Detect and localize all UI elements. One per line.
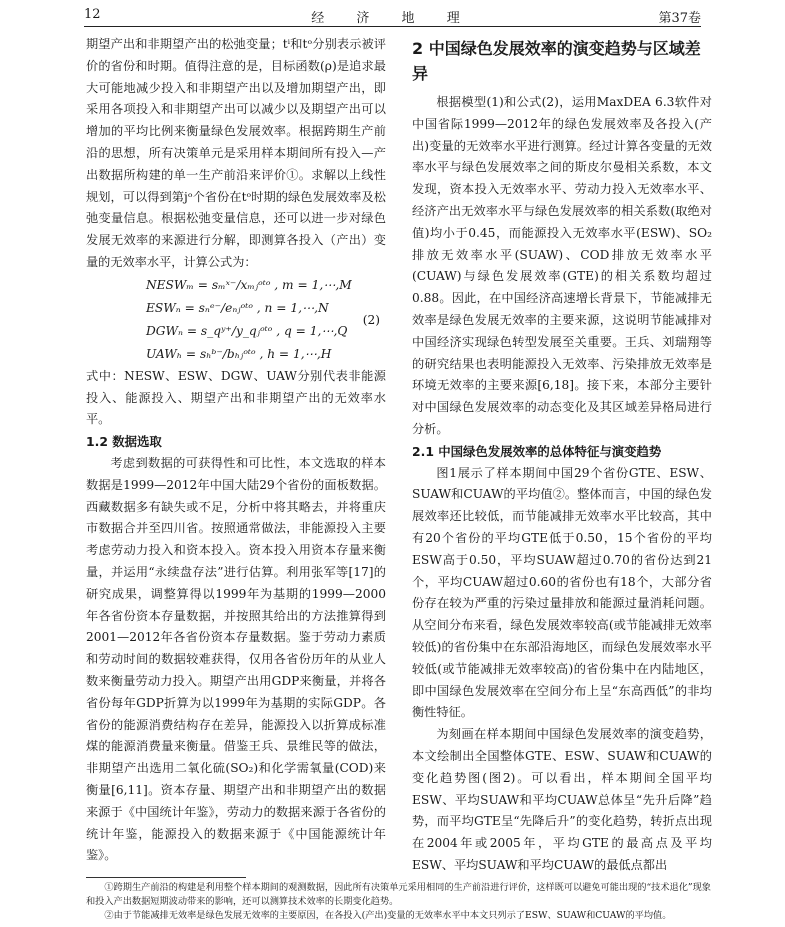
footnotes bbox=[86, 881, 712, 923]
paragraph-figure2: 为刻画在样本期间中国绿色发展效率的演变趋势，本文绘制出全国整体GTE、ESW、SUAW和CUAW的变化趋势图(图2)。可以看出，样本期间全国平均ESW、平均SUAW和平均CUAW总体呈“先升后降”趋势，而平均GTE呈“先降后升”的变化趋势，转折点出现在2004年或2005年，平均GTE的最高点及平均ESW、平均SUAW和平均CUAW的最低点都出 bbox=[412, 727, 712, 872]
paragraph-figure1: 图1展示了样本期间中国29个省份GTE、ESW、SUAW和CUAW的平均值②。整体而言，中国的绿色发展效率还比较低，而节能减排无效率水平比较高，其中有20个省份的平均GTE低于0.50，15个省份的平均ESW高于0.50，平均SUAW超过0.70的省份达到21个，平均CUAW超过0.60的省份也有18个，大部分省份存在较为严重的污染过量排放和能源过量消耗问题。从空间分布来看，绿色发展效率较高(或节能减排无效率较低)的省份集中在东部沿海地区，而绿色发展效率水平较低(或节能减排无效率较高)的省份集中在内陆地区，即中国绿色发展效率在空间分布上呈“东高西低”的非均衡性特征。 bbox=[412, 465, 712, 720]
paragraph-data-selection: 考虑到数据的可获得性和可比性，本文选取的样本数据是1999—2012年中国大陆29个省份的面板数据。西藏数据多有缺失或不足，分析中将其略去，并将重庆市数据合并至四川省。按照通常做法，非能源投入主要考虑劳动力投入和资本投入。资本投入用资本存量来衡量，并运用“永续盘存法”进行估算。利用张军等[17]的研究成果，调整算得以1999年为基期的1999—2000年各省份资本存量数据，并按照其给出的方法推算得到2001—2012年各省份资本存量数据。鉴于劳动力素质和劳动时间的数据较难获得，仅用各省份历年的从业人数来衡量劳动力投入。期望产出用GDP来衡量，并将各省份每年GDP折算为以1999年为基期的实际GDP。各省份的能源消费结构存在差异，能源投入以折算成标准煤的能源消费量来衡量。借鉴王兵、景维民等的做法，非期望产出选用二氧化硫(SO₂)和化学需氧量(COD)来衡量[6,11]。资本存量、期望产出和非期望产出的数据来源于《中国统计年鉴》，劳动力的数据来源于各省份的统计年鉴，能源投入的数据来源于《中国能源统计年鉴》。 bbox=[86, 455, 386, 863]
journal-title: 经 济 地 理 bbox=[311, 11, 474, 26]
paragraph-slack-variables: 期望产出和非期望产出的松弛变量；tⁱ和tᵒ分别表示被评价的省份和时期。值得注意的是，目标函数(ρ)是追求最大可能地减少投入和非期望产出以及增加期望产出，即采用各项投入和非期望产出可以减少以及期望产出可以增加的平均比例来衡量绿色发展效率。根据跨期生产前沿的思想，所有决策单元是采用样本期间所有投入—产出数据所构建的单一生产前沿来评价①。求解以上线性规划，可以得到第jᵒ个省份在tᵒ时期的绿色发展效率及松弛变量信息。根据松弛变量信息，还可以进一步对绿色发展无效率的来源进行分解，即测算各投入（产出）变量的无效率水平，计算公式为： bbox=[86, 37, 386, 269]
equation-number: (2) bbox=[362, 312, 380, 327]
footnote-divider bbox=[86, 877, 246, 878]
formula-dgw: DGWₙ = s_qʸ⁺/y_qⱼᵒᵗᵒ , q = 1,⋯,Q bbox=[146, 323, 348, 338]
section-heading: 2 中国绿色发展效率的演变趋势与区域差异 bbox=[412, 39, 701, 83]
paragraph-measurement: 根据模型(1)和公式(2)，运用MaxDEA 6.3软件对中国省际1999—2012年的绿色发展效率及各投入(产出)变量的无效率水平进行测算。经过计算各变量的无效率水平与绿色发展效率之间的斯皮尔曼相关系数，本文发现，资本投入无效率水平、劳动力投入无效率水平、经济产出无效率水平与绿色发展效率的相关系数(取绝对值)均小于0.45，而能源投入无效率水平(ESW)、SO₂排放无效率水平(SUAW)、COD排放无效率水平(CUAW)与绿色发展效率(GTE)的相关系数均超过0.88。因此，在中国经济高速增长背景下，节能减排无效率是绿色发展无效率的主要来源，这说明节能减排对中国经济实现绿色转型发展至关重要。王兵、刘瑞翔等的研究结果也表明能源投入无效率、污染排放无效率是环境无效率的主要来源[6,18]。接下来，本部分主要针对中国绿色发展效率的动态变化及其区域差异格局进行分析。 bbox=[412, 95, 712, 436]
footnote-1: ①跨期生产前沿的构建是利用整个样本期间的观测数据，因此所有决策单元采用相同的生产前沿进行评价，这样既可以避免可能出现的“技术退化”现象和投入产出数据短期波动带来的影响，还可以测算技术效率的长期变化趋势。 bbox=[86, 882, 711, 907]
volume-label: 第37卷 bbox=[658, 11, 701, 26]
formula-block bbox=[86, 274, 386, 366]
subsection-heading-data: 1.2 数据选取 bbox=[86, 434, 162, 450]
subsection-heading-overall: 2.1 中国绿色发展效率的总体特征与演变趋势 bbox=[412, 443, 662, 459]
right-column bbox=[412, 34, 712, 877]
paragraph-formula-legend: 式中：NESW、ESW、DGW、UAW分别代表非能源投入、能源投入、期望产出和非期望产出的无效率水平。 bbox=[86, 368, 386, 427]
page-number: 12 bbox=[84, 7, 101, 22]
left-column bbox=[86, 34, 386, 867]
page-header bbox=[84, 4, 701, 27]
formula-nesw: NESWₘ = sₘˣ⁻/xₘⱼᵒᵗᵒ , m = 1,⋯,M bbox=[146, 277, 352, 292]
formula-uaw: UAWₕ = sₕᵇ⁻/bₕⱼᵒᵗᵒ , h = 1,⋯,H bbox=[146, 346, 332, 361]
footnote-2: ②由于节能减排无效率是绿色发展无效率的主要原因，在各投入(产出)变量的无效率水平中本文只列示了ESW、SUAW和CUAW的平均值。 bbox=[104, 910, 672, 921]
formula-esw: ESWₙ = sₙᵉ⁻/eₙⱼᵒᵗᵒ , n = 1,⋯,N bbox=[146, 300, 329, 315]
